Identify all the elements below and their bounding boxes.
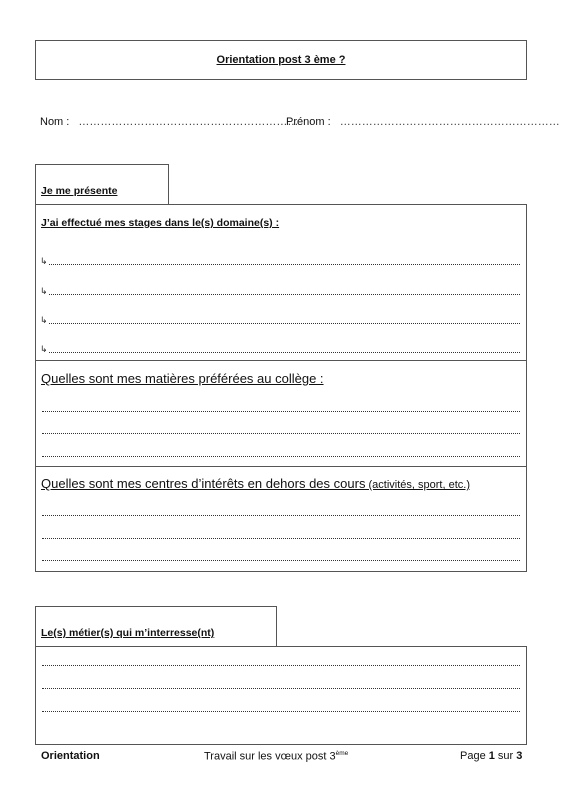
matieres-header: Quelles sont mes matières préférées au collège : [41, 371, 324, 386]
centres-header-note: (activités, sport, etc.) [365, 479, 470, 491]
prenom-field[interactable] [286, 116, 560, 128]
page-number [460, 750, 522, 762]
centres-section [35, 466, 527, 572]
presentation-tab-label: Je me présente [41, 185, 118, 197]
stage-line-4[interactable] [40, 343, 520, 355]
centres-line-1[interactable] [42, 514, 520, 516]
prenom-dotted-line: …………………………………………………… [339, 116, 560, 128]
matieres-line-2[interactable] [42, 432, 520, 434]
footer-center-text: Travail sur les vœux post 3 [204, 750, 336, 763]
nom-field[interactable] [40, 116, 298, 128]
nom-dotted-line: …………………………………………………… [78, 116, 299, 128]
footer-center [204, 750, 348, 763]
matieres-line-1[interactable] [42, 410, 520, 412]
title-box [35, 40, 527, 80]
nom-label: Nom : [40, 116, 70, 128]
arrow-icon: ↳ [40, 256, 48, 266]
document-title: Orientation post 3 ème ? [216, 54, 346, 66]
arrow-icon: ↳ [40, 315, 48, 325]
page-prefix: Page [460, 750, 489, 762]
centres-line-2[interactable] [42, 537, 520, 539]
footer-center-sup: ème [335, 750, 349, 757]
page-current: 1 [488, 750, 495, 762]
metiers-tab [35, 606, 277, 647]
stages-section [35, 204, 527, 361]
centres-line-3[interactable] [42, 559, 520, 561]
metiers-line-1[interactable] [42, 664, 520, 666]
presentation-tab [35, 164, 169, 205]
metiers-line-3[interactable] [42, 710, 520, 712]
stage-line-2[interactable] [40, 285, 520, 297]
stage-line-3[interactable] [40, 314, 520, 326]
arrow-icon: ↳ [40, 344, 48, 354]
centres-header-text: Quelles sont mes centres d’intérêts en dehors des cours [41, 476, 366, 491]
centres-header [41, 476, 470, 491]
page-total: 3 [516, 750, 523, 762]
matieres-line-3[interactable] [42, 455, 520, 457]
matieres-section [35, 360, 527, 467]
metiers-line-2[interactable] [42, 687, 520, 689]
metiers-section [35, 646, 527, 745]
arrow-icon: ↳ [40, 286, 48, 296]
stage-line-1[interactable] [40, 255, 520, 267]
page-mid: sur [494, 750, 517, 762]
footer-left: Orientation [41, 750, 100, 762]
prenom-label: Prénom : [286, 116, 331, 128]
metiers-tab-label: Le(s) métier(s) qui m’interresse(nt) [41, 627, 215, 639]
stages-header: J’ai effectué mes stages dans le(s) domaine(s) : [41, 217, 280, 229]
